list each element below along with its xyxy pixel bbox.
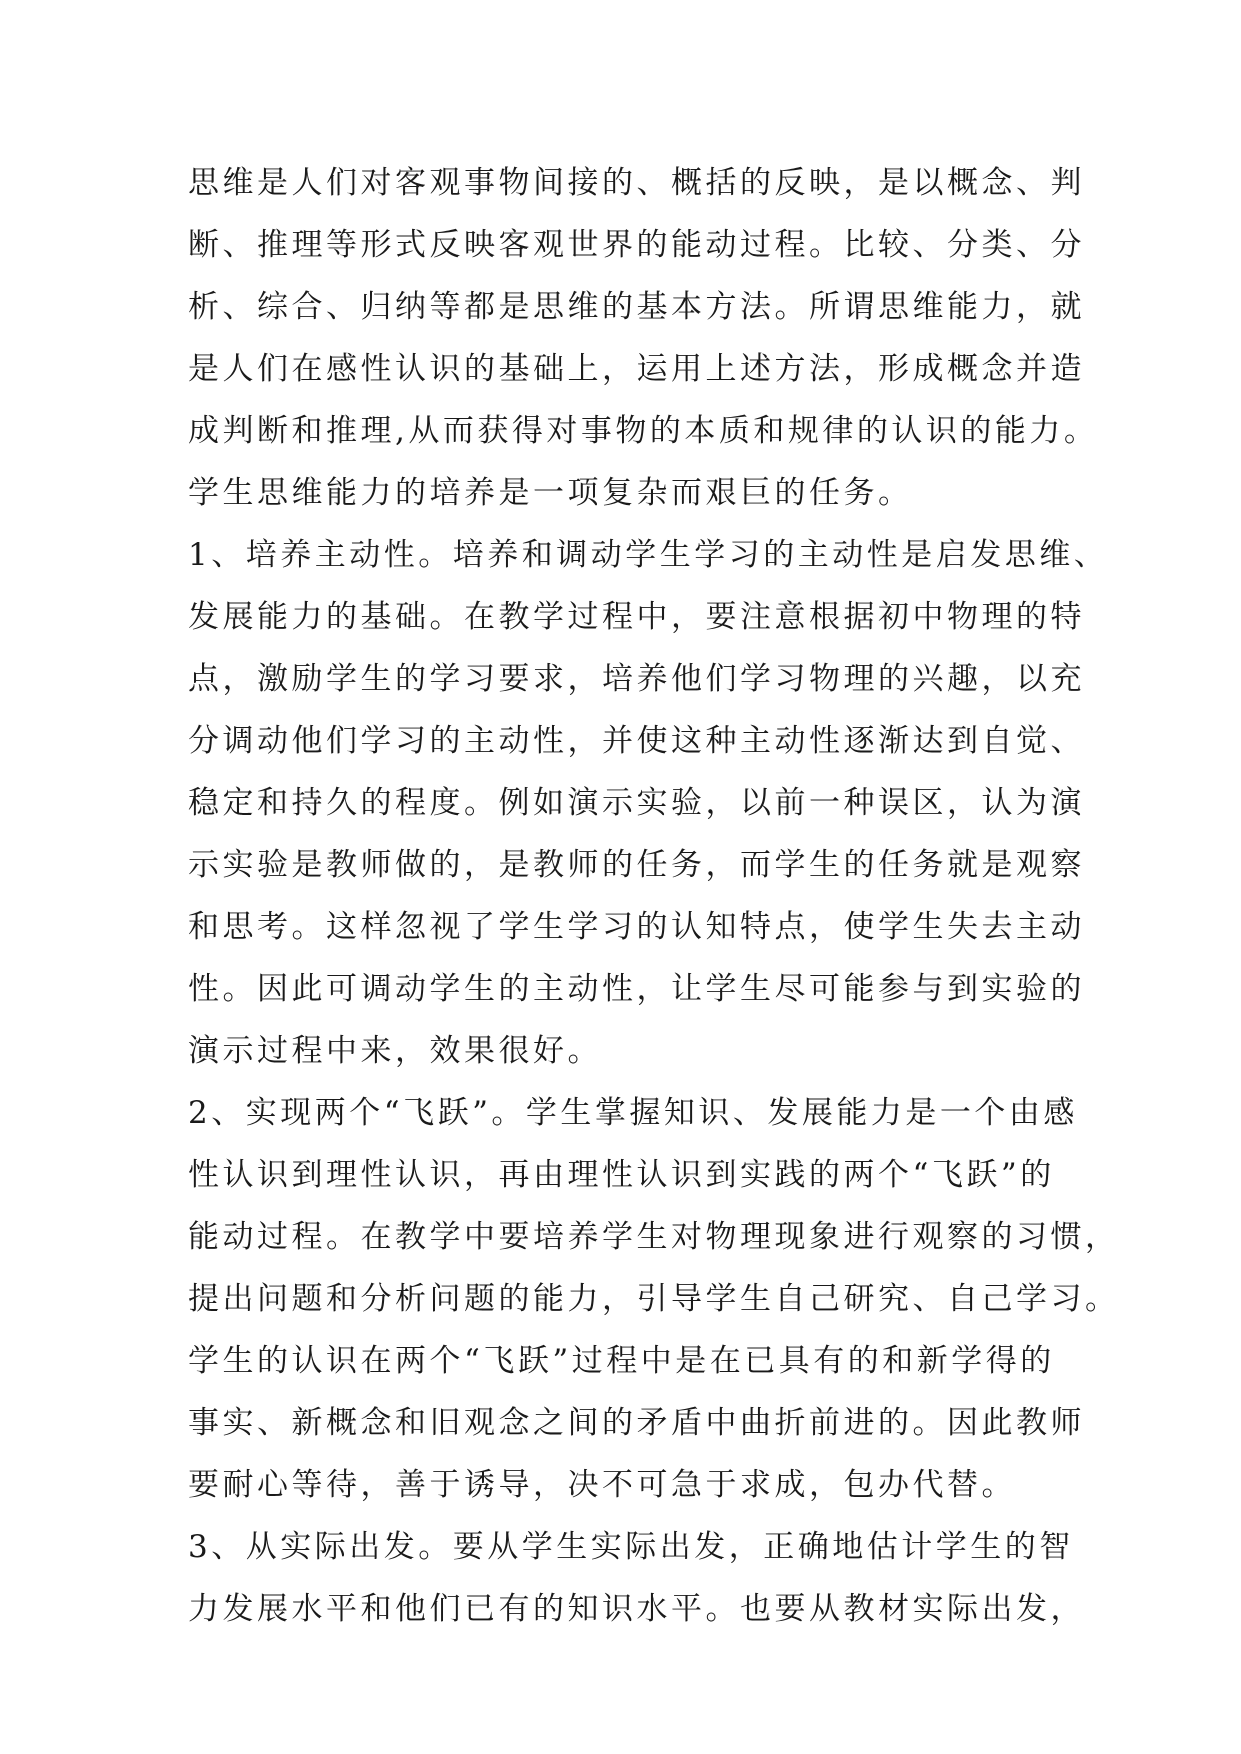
text-line: 学生思维能力的培养是一项复杂而艰巨的任务。 [188, 475, 913, 511]
text-line: 要耐心等待，善于诱导，决不可急于求成，包办代替。 [188, 1467, 1016, 1503]
text-line: 学生的认识在两个“飞跃”过程中是在已具有的和新学得的 [188, 1343, 1055, 1379]
text-line: 成判断和推理,从而获得对事物的本质和规律的认识的能力。 [188, 413, 1099, 449]
text-line: 力发展水平和他们已有的知识水平。也要从教材实际出发， [188, 1591, 1085, 1627]
text-line: 和思考。这样忽视了学生学习的认知特点，使学生失去主动 [188, 909, 1085, 945]
text-line: 事实、新概念和旧观念之间的矛盾中曲折前进的。因此教师 [188, 1405, 1085, 1441]
text-line: 2、实现两个“飞跃”。学生掌握知识、发展能力是一个由感 [188, 1095, 1078, 1131]
text-line: 断、推理等形式反映客观世界的能动过程。比较、分类、分 [188, 227, 1085, 263]
text-line: 提出问题和分析问题的能力，引导学生自己研究、自己学习。 [188, 1281, 1120, 1317]
text-line: 演示过程中来，效果很好。 [188, 1033, 602, 1069]
text-line: 能动过程。在教学中要培养学生对物理现象进行观察的习惯， [188, 1219, 1120, 1255]
text-line: 性认识到理性认识，再由理性认识到实践的两个“飞跃”的 [188, 1157, 1055, 1193]
text-line: 点，激励学生的学习要求，培养他们学习物理的兴趣，以充 [188, 661, 1085, 697]
text-line: 发展能力的基础。在教学过程中，要注意根据初中物理的特 [188, 599, 1085, 635]
text-line: 分调动他们学习的主动性，并使这种主动性逐渐达到自觉、 [188, 723, 1085, 759]
text-line: 3、从实际出发。要从学生实际出发，正确地估计学生的智 [188, 1529, 1074, 1565]
text-line: 示实验是教师做的，是教师的任务，而学生的任务就是观察 [188, 847, 1085, 883]
body-text [188, 152, 1120, 1640]
text-line: 性。因此可调动学生的主动性，让学生尽可能参与到实验的 [188, 971, 1085, 1007]
text-line: 析、综合、归纳等都是思维的基本方法。所谓思维能力，就 [188, 289, 1085, 325]
text-line: 思维是人们对客观事物间接的、概括的反映，是以概念、判 [188, 165, 1085, 201]
text-line: 是人们在感性认识的基础上，运用上述方法，形成概念并造 [188, 351, 1085, 387]
text-line: 1、培养主动性。培养和调动学生学习的主动性是启发思维、 [188, 537, 1109, 573]
text-line: 稳定和持久的程度。例如演示实验，以前一种误区，认为演 [188, 785, 1085, 821]
